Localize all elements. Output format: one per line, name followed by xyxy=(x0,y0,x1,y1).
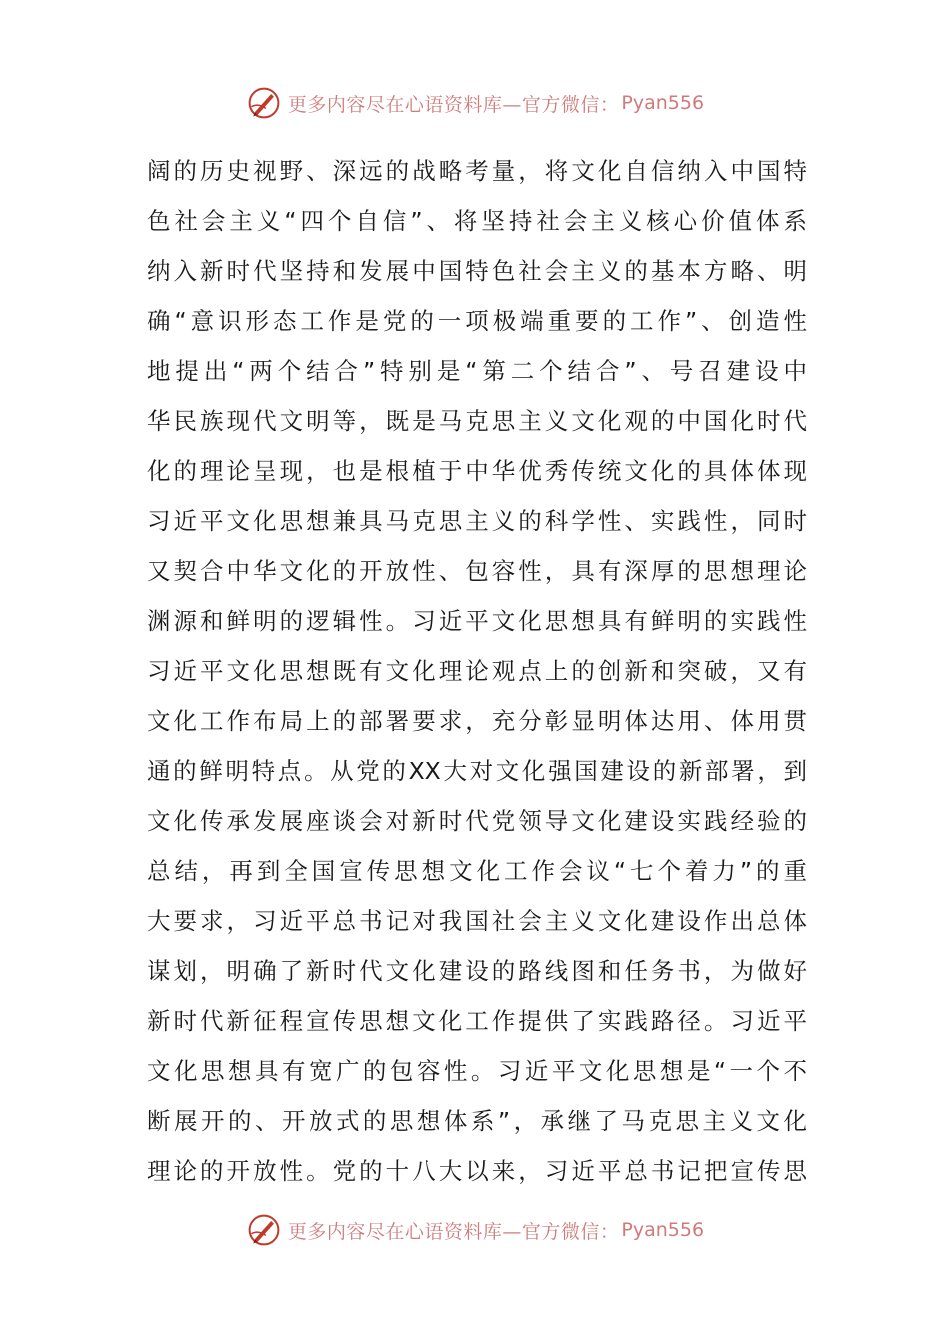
body-line: 地提出“两个结合”特别是“第二个结合”、号召建设中 xyxy=(147,357,807,385)
body-line: 化的理论呈现，也是根植于中华优秀传统文化的具体体现 xyxy=(147,457,807,485)
body-line: 华民族现代文明等，既是马克思主义文化观的中国化时代 xyxy=(147,407,807,435)
watermark-text: 更多内容尽在心语资料库—官方微信： xyxy=(287,1220,620,1243)
pen-logo-icon xyxy=(246,85,282,121)
header-watermark xyxy=(0,83,950,123)
body-line: 总结，再到全国宣传思想文化工作会议“七个着力”的重 xyxy=(147,857,807,885)
body-line: 渊源和鲜明的逻辑性。习近平文化思想具有鲜明的实践性 xyxy=(147,607,807,635)
body-line: 阔的历史视野、深远的战略考量，将文化自信纳入中国特 xyxy=(147,157,807,185)
body-line: 纳入新时代坚持和发展中国特色社会主义的基本方略、明 xyxy=(147,257,807,285)
body-line: 文化传承发展座谈会对新时代党领导文化建设实践经验的 xyxy=(147,807,807,835)
body-line: 习近平文化思想兼具马克思主义的科学性、实践性，同时 xyxy=(147,507,807,535)
body-line: 又契合中华文化的开放性、包容性，具有深厚的思想理论 xyxy=(147,557,807,585)
body-line: 大要求，习近平总书记对我国社会主义文化建设作出总体 xyxy=(147,907,807,935)
pen-logo-icon xyxy=(246,1212,282,1248)
body-line: 色社会主义“四个自信”、将坚持社会主义核心价值体系 xyxy=(147,207,807,235)
watermark-handle: Pyan556 xyxy=(621,92,705,114)
body-line: 理论的开放性。党的十八大以来，习近平总书记把宣传思 xyxy=(147,1157,807,1185)
body-line: 文化工作布局上的部署要求，充分彰显明体达用、体用贯 xyxy=(147,707,807,735)
watermark-handle: Pyan556 xyxy=(621,1219,705,1241)
body-line: 习近平文化思想既有文化理论观点上的创新和突破，又有 xyxy=(147,657,807,685)
body-line: 确“意识形态工作是党的一项极端重要的工作”、创造性 xyxy=(147,307,807,335)
body-line: 断展开的、开放式的思想体系”，承继了马克思主义文化 xyxy=(147,1107,807,1135)
body-line: 通的鲜明特点。从党的XX大对文化强国建设的新部署，到 xyxy=(147,757,807,785)
document-body xyxy=(147,146,807,1196)
body-line: 新时代新征程宣传思想文化工作提供了实践路径。习近平 xyxy=(147,1007,807,1035)
watermark-text: 更多内容尽在心语资料库—官方微信： xyxy=(287,93,620,116)
body-line: 文化思想具有宽广的包容性。习近平文化思想是“一个不 xyxy=(147,1057,807,1085)
body-line: 谋划，明确了新时代文化建设的路线图和任务书，为做好 xyxy=(147,957,807,985)
footer-watermark xyxy=(0,1210,950,1250)
